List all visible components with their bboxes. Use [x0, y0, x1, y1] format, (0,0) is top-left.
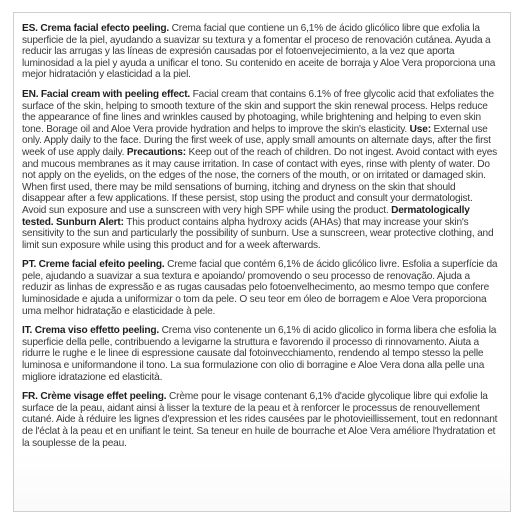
- section-pt-title: PT. Creme facial efeito peeling.: [22, 259, 165, 271]
- section-en-title: EN. Facial cream with peeling effect.: [22, 88, 191, 100]
- product-label-panel: [13, 12, 511, 512]
- section-en-sunburn-label: Sunburn Alert:: [53, 216, 124, 228]
- label-text-block: [22, 23, 506, 457]
- section-en-tested-label: Dermatologically tested.: [22, 204, 470, 228]
- section-fr: [22, 391, 499, 449]
- section-es: [22, 23, 499, 81]
- section-es-body: Crema facial que contiene un 6,1% de ácido glicólico libre que exfolia la superficie de la piel, ayudando a suavizar su textura y a fomentar el proceso de renovación cutánea. Ayuda a reducir las arrugas y las líneas de expresión causadas por el fotoenvejecimiento, a la vez que aporta luminosidad a la piel y ayuda a unificar el tono. Su contenido en aceite de borraja y Aloe Vera proporciona una mejor hidratación y elasticidad a la piel.: [22, 23, 496, 81]
- section-en-sunburn-text: This product contains alpha hydroxy acids (AHAs) that may increase your skin's sensitivity to the sun and particularly the possibility of sunburn. Use a sunscreen, wear protective clothing, and limit sun exposure while using this product and for a week afterwards.: [22, 216, 494, 251]
- section-it-title: IT. Crema viso effetto peeling.: [22, 325, 160, 337]
- section-es-title: ES. Crema facial efecto peeling.: [22, 23, 170, 34]
- section-en-precautions-text: Keep out of the reach of children. Do not ingest. Avoid contact with eyes and mucous membranes as it may cause irritation. In case of contact with eyes, rinse with plenty of water. Do not apply on the eyelids, on the edges of the nose, the corners of the mouth, or on irritated or damaged skin. When first used, there may be mild sensations of burning, itching and dryness on the skin that should disappear after a few applications. If these persist, stop using the product and consult your dermatologist. Avoid sun exposure and use a sunscreen with very high SPF while using the product.: [22, 146, 498, 216]
- bottom-shade: [14, 451, 510, 511]
- section-en-precautions-label: Precautions:: [126, 146, 186, 158]
- section-fr-body: Crème pour le visage contenant 6,1% d'acide glycolique libre qui exfolie la surface de la peau, aidant ainsi à lisser la texture de la peau et à renforcer le processus de renouvellement cutané. Aide à réduire les lignes d'expression et les rides causées par le photovieillissement, tout en redonnant de l'éclat à la peau et en unifiant le teint. Sa teneur en huile de bourrache et Aloe Vera améliore l'hydratation et la souplesse de la peau.: [22, 391, 498, 449]
- section-pt: [22, 259, 499, 317]
- section-en-use-label: Use:: [409, 123, 431, 135]
- section-en-body: Facial cream that contains 6.1% of free glycolic acid that exfoliates the surface of the skin, helping to smooth texture of the skin and support the skin renewal process. Helps reduce the appearance of fine lines and wrinkles caused by photoaging, while brightening and helping to even skin tone. Borage oil and Aloe Vera provide hydration and helps to improve the skin's elasticity.: [22, 88, 494, 135]
- section-fr-title: FR. Crème visage effet peeling.: [22, 391, 167, 403]
- section-en: [22, 89, 499, 251]
- section-pt-body: Creme facial que contém 6,1% de ácido glicólico livre. Esfolia a superfície da pele, ajudando a suavizar a sua textura e apoiando/ promovendo o seu processo de renovação. Ajuda a reduzir as linhas de expressão e as rugas causadas pelo fotoenvelhecimento, ao mesmo tempo que confere luminosidade e ajuda a uniformizar o tom da pele. O seu teor em óleo de borragem e Aloe Vera proporciona uma melhor hidratação e elasticidade à pele.: [22, 259, 498, 317]
- section-it: [22, 325, 499, 383]
- section-it-body: Crema viso contenente un 6,1% di acido glicolico in forma libera che esfolia la superficie della pelle, contribuendo a levigarne la struttura e favorendo il processo di rinnovamento. Aiuta a ridurre le rughe e le linee di espressione causate dal fotoinvecchiamento, rendendo al tempo stesso la pelle luminosa e uniformandone il tono. La sua formulazione con olio di borragine e Aloe Vera dona alla pelle una migliore idratazione ed elasticità.: [22, 325, 497, 383]
- section-en-use-text: External use only. Apply daily to the face. During the first week of use, apply small amounts on alternate days, after the first week of use apply daily.: [22, 123, 491, 158]
